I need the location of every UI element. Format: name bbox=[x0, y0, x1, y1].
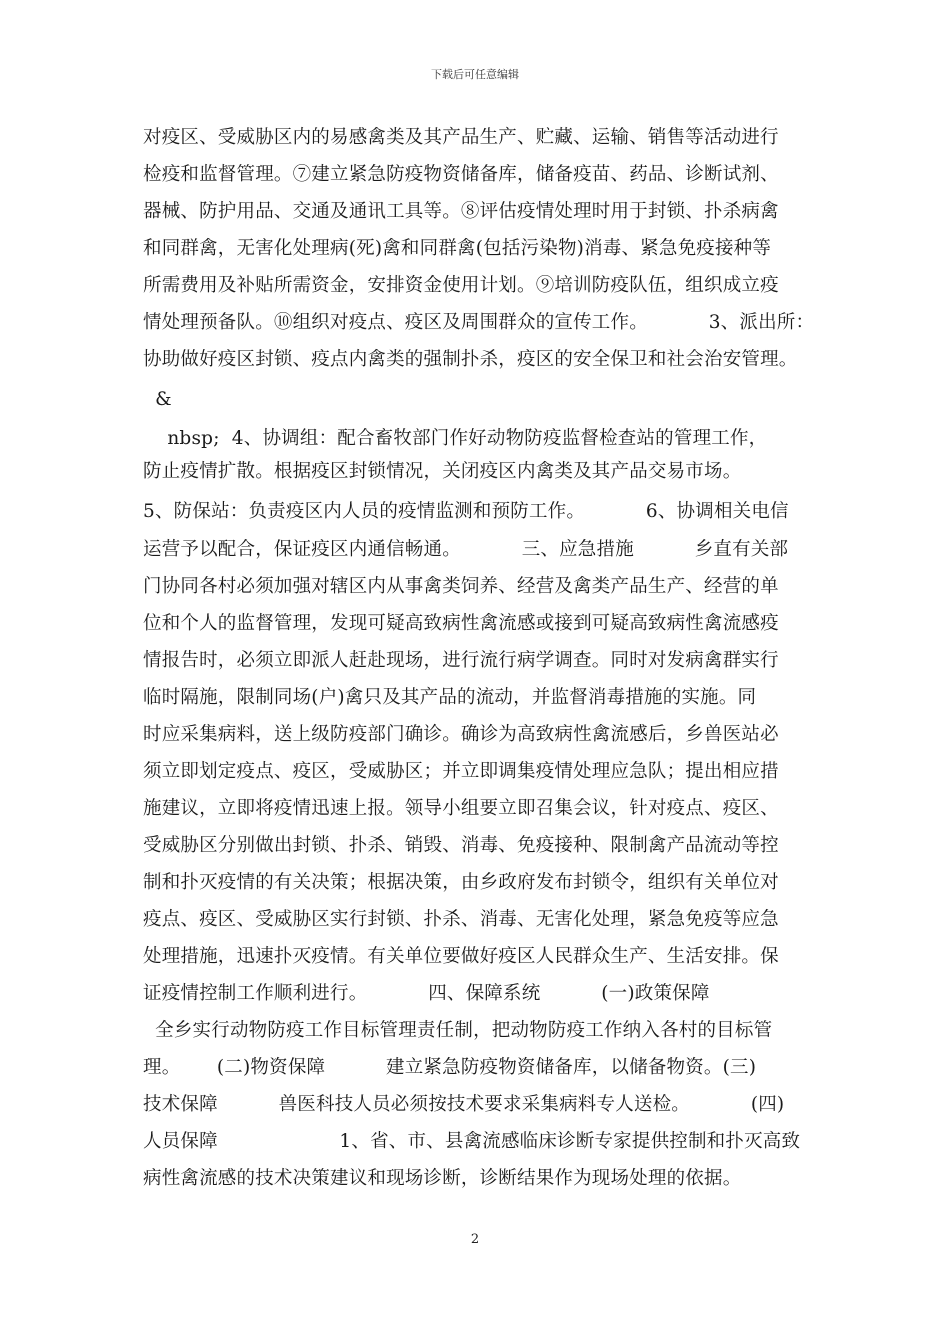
text-line: 器械、防护用品、交通及通讯工具等。⑧评估疫情处理时用于封锁、扑杀病禽 bbox=[143, 201, 779, 222]
text-line: 情报告时，必须立即派人赶赴现场，进行流行病学调查。同时对发病禽群实行 bbox=[143, 650, 779, 671]
text-line: 时应采集病料，送上级防疫部门确诊。确诊为高致病性禽流感后，乡兽医站必 bbox=[143, 724, 779, 745]
text-line: 临时隔施，限制同场(户)禽只及其产品的流动，并监督消毒措施的实施。同 bbox=[143, 687, 757, 708]
page-number: 2 bbox=[470, 1232, 480, 1247]
text-line: 协助做好疫区封锁、疫点内禽类的强制扑杀，疫区的安全保卫和社会治安管理。 bbox=[143, 349, 798, 370]
text-line: 5、防保站：负责疫区内人员的疫情监测和预防工作。 6、协调相关电信 bbox=[143, 501, 789, 522]
text-line: 所需费用及补贴所需资金，安排资金使用计划。⑨培训防疫队伍，组织成立疫 bbox=[143, 275, 779, 296]
text-line: 处理措施，迅速扑灭疫情。有关单位要做好疫区人民群众生产、生活安排。保 bbox=[143, 946, 779, 967]
text-line: 全乡实行动物防疫工作目标管理责任制，把动物防疫工作纳入各村的目标管 bbox=[143, 1020, 773, 1041]
text-line: nbsp; 4、协调组：配合畜牧部门作好动物防疫监督检查站的管理工作， bbox=[143, 428, 768, 449]
text-line: 运营予以配合，保证疫区内通信畅通。 三、应急措施 乡直有关部 bbox=[143, 539, 789, 560]
text-line: 受威胁区分别做出封锁、扑杀、销毁、消毒、免疫接种、限制禽产品流动等控 bbox=[143, 835, 779, 856]
text-line: 和同群禽，无害化处理病(死)禽和同群禽(包括污染物)消毒、紧急免疫接种等 bbox=[143, 238, 772, 259]
text-line: 施建议，立即将疫情迅速上报。领导小组要立即召集会议，针对疫点、疫区、 bbox=[143, 798, 779, 819]
text-line: 人员保障 1、省、市、县禽流感临床诊断专家提供控制和扑灭高致 bbox=[143, 1131, 801, 1152]
text-line: & bbox=[143, 389, 172, 410]
text-line: 对疫区、受威胁区内的易感禽类及其产品生产、贮藏、运输、销售等活动进行 bbox=[143, 127, 779, 148]
text-line: 情处理预备队。⑩组织对疫点、疫区及周围群众的宣传工作。 3、派出所： bbox=[143, 312, 815, 333]
text-line: 防止疫情扩散。根据疫区封锁情况，关闭疫区内禽类及其产品交易市场。 bbox=[143, 461, 742, 482]
text-line: 须立即划定疫点、疫区，受威胁区；并立即调集疫情处理应急队；提出相应措 bbox=[143, 761, 779, 782]
text-line: 门协同各村必须加强对辖区内从事禽类饲养、经营及禽类产品生产、经营的单 bbox=[143, 576, 779, 597]
text-line: 制和扑灭疫情的有关决策；根据决策，由乡政府发布封锁令，组织有关单位对 bbox=[143, 872, 779, 893]
text-line: 理。 (二)物资保障 建立紧急防疫物资储备库，以储备物资。(三) bbox=[143, 1057, 757, 1078]
text-line: 证疫情控制工作顺利进行。 四、保障系统 (一)政策保障 bbox=[143, 983, 710, 1004]
text-line: 检疫和监督管理。⑦建立紧急防疫物资储备库，储备疫苗、药品、诊断试剂、 bbox=[143, 164, 779, 185]
text-line: 疫点、疫区、受威胁区实行封锁、扑杀、消毒、无害化处理，紧急免疫等应急 bbox=[143, 909, 779, 930]
page-header: 下载后可任意编辑 bbox=[431, 68, 519, 81]
text-line: 技术保障 兽医科技人员必须按技术要求采集病料专人送检。 (四) bbox=[143, 1094, 785, 1115]
text-line: 位和个人的监督管理，发现可疑高致病性禽流感或接到可疑高致病性禽流感疫 bbox=[143, 613, 779, 634]
text-line: 病性禽流感的技术决策建议和现场诊断，诊断结果作为现场处理的依据。 bbox=[143, 1168, 742, 1189]
